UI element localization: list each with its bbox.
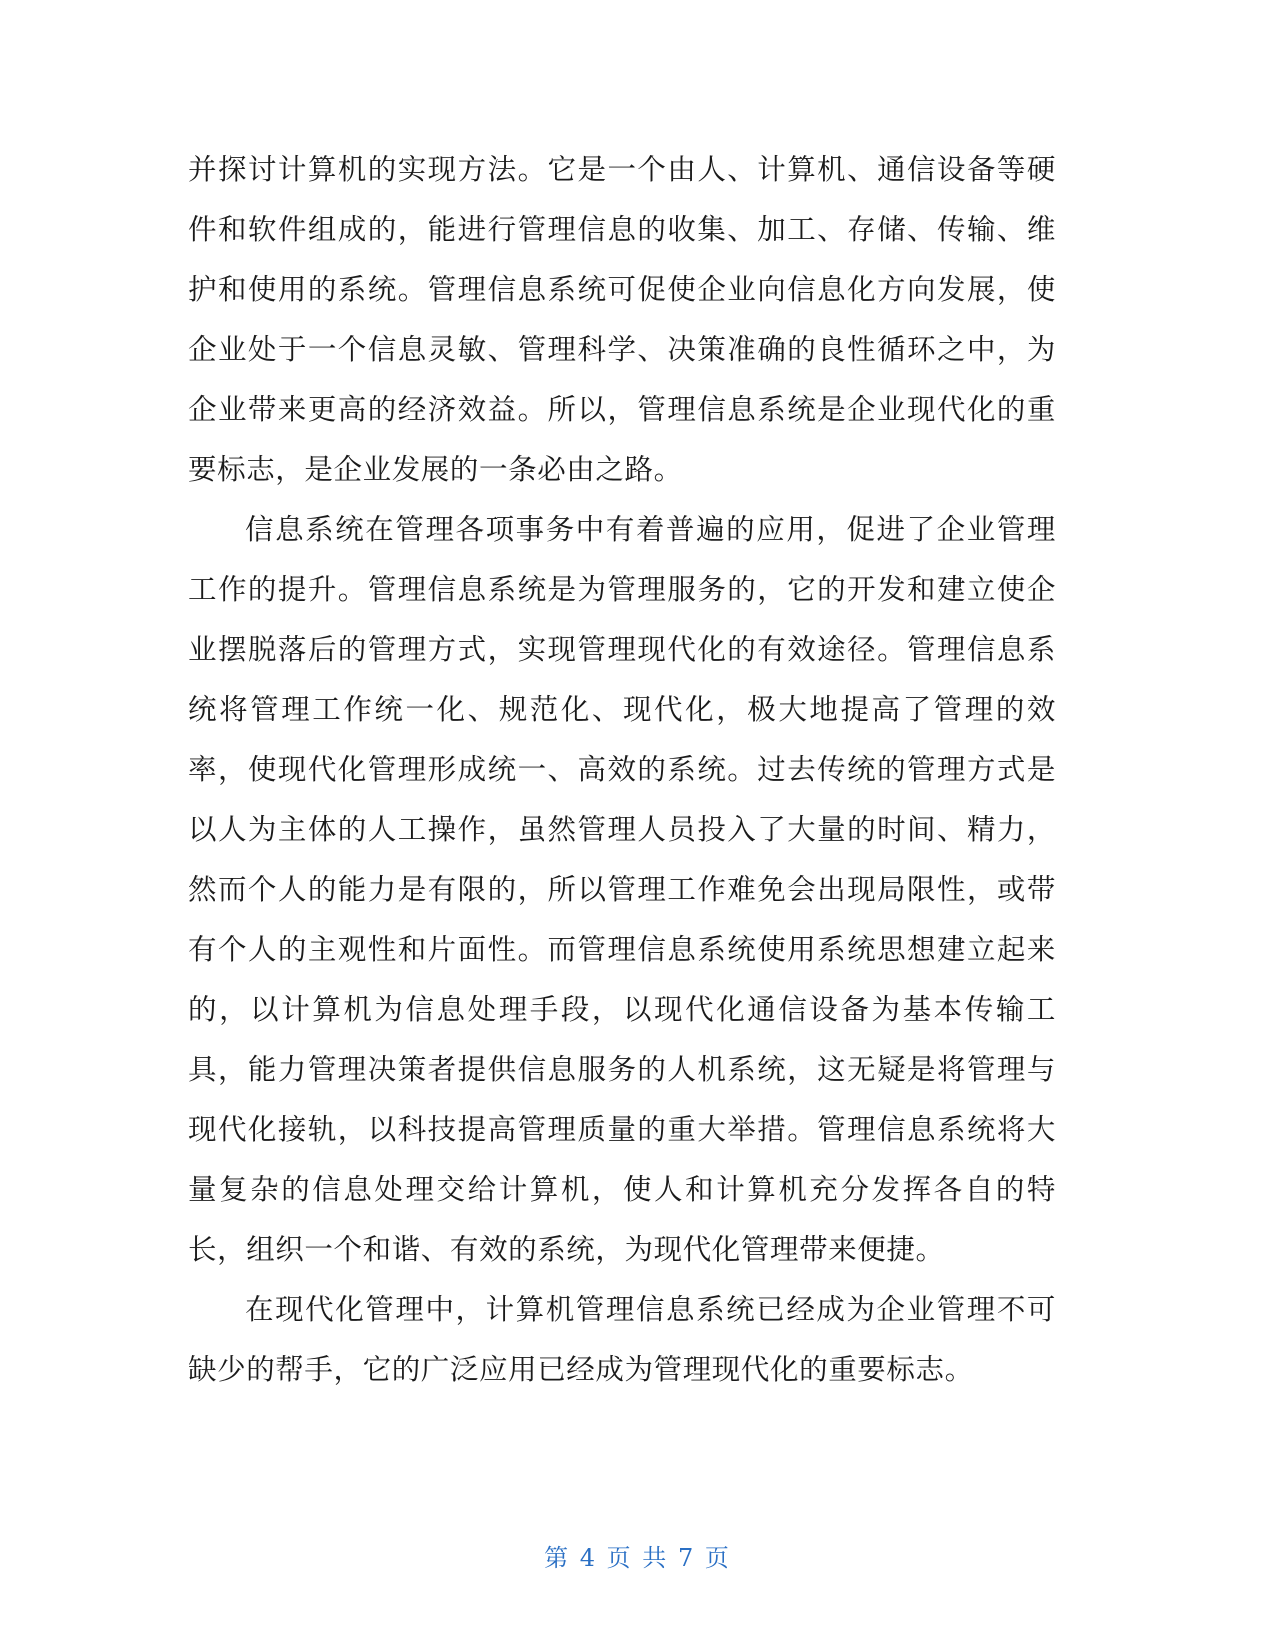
paragraph-2: 信息系统在管理各项事务中有着普遍的应用，促进了企业管理工作的提升。管理信息系统是为管理服务的，它的开发和建立使企业摆脱落后的管理方式，实现管理现代化的有效途径。管理信息系统将管理工作统一化、规范化、现代化，极大地提高了管理的效率，使现代化管理形成统一、高效的系统。过去传统的管理方式是以人为主体的人工操作，虽然管理人员投入了大量的时间、精力，然而个人的能力是有限的，所以管理工作难免会出现局限性，或带有个人的主观性和片面性。而管理信息系统使用系统思想建立起来的，以计算机为信息处理手段，以现代化通信设备为基本传输工具，能力管理决策者提供信息服务的人机系统，这无疑是将管理与现代化接轨，以科技提高管理质量的重大举措。管理信息系统将大量复杂的信息处理交给计算机，使人和计算机充分发挥各自的特长，组织一个和谐、有效的系统，为现代化管理带来便捷。	[188, 513, 1056, 1266]
document-body	[188, 140, 1056, 1400]
paragraph-3: 在现代化管理中，计算机管理信息系统已经成为企业管理不可缺少的帮手，它的广泛应用已经成为管理现代化的重要标志。	[188, 1293, 1056, 1386]
page-number-footer: 第 4 页 共 7 页	[544, 1544, 731, 1572]
paragraph-1: 并探讨计算机的实现方法。它是一个由人、计算机、通信设备等硬件和软件组成的，能进行管理信息的收集、加工、存储、传输、维护和使用的系统。管理信息系统可促使企业向信息化方向发展，使企业处于一个信息灵敏、管理科学、决策准确的良性循环之中，为企业带来更高的经济效益。所以，管理信息系统是企业现代化的重要标志，是企业发展的一条必由之路。	[188, 153, 1056, 486]
